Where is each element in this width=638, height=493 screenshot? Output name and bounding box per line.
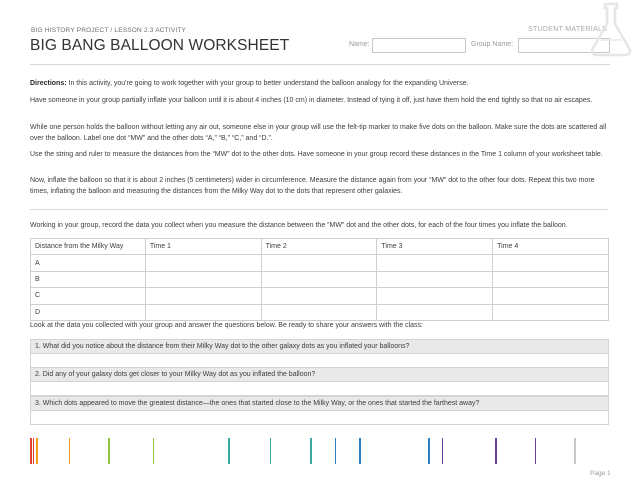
directions-text: In this activity, you're going to work together with your group to better understand the balloon analogy for the expanding Universe. xyxy=(66,80,469,87)
table-cell[interactable] xyxy=(493,271,609,287)
flask-icon xyxy=(585,2,637,58)
table-cell[interactable] xyxy=(145,271,261,287)
distance-table xyxy=(30,238,609,321)
question-2 xyxy=(30,367,609,396)
question-1 xyxy=(30,339,609,368)
instruction-step-2: While one person holds the balloon without letting any air out, someone else in your group will use the felt-tip marker to make five dots on the balloon. Make sure the dots are scattered all over the balloon. Label one dot “MW” and the other dots “A,” “B,” “C,” and “D.”. xyxy=(30,124,607,142)
table-cell[interactable] xyxy=(261,271,377,287)
row-label-b: B xyxy=(31,271,146,287)
table-cell[interactable] xyxy=(261,304,377,320)
color-bar xyxy=(428,438,430,464)
color-bar xyxy=(359,438,361,464)
header-divider xyxy=(30,64,610,65)
table-row xyxy=(31,304,609,320)
color-bar xyxy=(310,438,312,464)
color-bar xyxy=(270,438,271,464)
table-cell[interactable] xyxy=(493,304,609,320)
question-1-answer[interactable] xyxy=(30,354,609,368)
name-field[interactable] xyxy=(372,38,466,53)
worksheet-header xyxy=(0,0,638,62)
color-bar xyxy=(495,438,497,464)
table-intro: Working in your group, record the data you collect when you measure the distance between the “MW” dot and the other dots, for each of the four times you inflate the balloon. xyxy=(30,222,568,229)
question-3 xyxy=(30,396,609,425)
table-cell[interactable] xyxy=(145,304,261,320)
table-cell[interactable] xyxy=(261,255,377,271)
table-row xyxy=(31,288,609,304)
table-cell[interactable] xyxy=(377,288,493,304)
question-1-prompt: 1. What did you notice about the distance from their Milky Way dot to the other galaxy dots as you inflated your balloons? xyxy=(30,339,609,354)
color-bar xyxy=(228,438,230,464)
question-3-answer[interactable] xyxy=(30,411,609,425)
table-row xyxy=(31,271,609,287)
col-header-time-1: Time 1 xyxy=(145,239,261,255)
color-bar xyxy=(535,438,536,464)
table-cell[interactable] xyxy=(493,288,609,304)
row-label-c: C xyxy=(31,288,146,304)
page-title: BIG BANG BALLOON WORKSHEET xyxy=(30,37,290,54)
table-cell[interactable] xyxy=(261,288,377,304)
row-label-a: A xyxy=(31,255,146,271)
color-bar xyxy=(108,438,110,464)
color-bar xyxy=(30,438,32,464)
decorative-color-bars xyxy=(0,438,638,466)
question-2-answer[interactable] xyxy=(30,382,609,396)
col-header-distance: Distance from the Milky Way xyxy=(31,239,146,255)
color-bar xyxy=(153,438,154,464)
instruction-step-1: Have someone in your group partially inflate your balloon until it is about 4 inches (10 cm) in diameter. Instead of tying it off, just have them hold the end tightly so that no air escapes. xyxy=(30,97,593,104)
student-materials-badge: STUDENT MATERIALS xyxy=(528,26,608,33)
col-header-time-2: Time 2 xyxy=(261,239,377,255)
col-header-time-3: Time 3 xyxy=(377,239,493,255)
directions-label: Directions: xyxy=(30,80,67,87)
table-cell[interactable] xyxy=(493,255,609,271)
table-header-row xyxy=(31,239,609,255)
question-2-prompt: 2. Did any of your galaxy dots get closer to your Milky Way dot as you inflated the balloon? xyxy=(30,367,609,382)
col-header-time-4: Time 4 xyxy=(493,239,609,255)
name-label: Name: xyxy=(349,41,370,48)
question-3-prompt: 3. Which dots appeared to move the greatest distance—the ones that started close to the Milky Way, or the ones that started the farthest away? xyxy=(30,396,609,411)
instruction-step-3: Use the string and ruler to measure the distances from the “MW” dot to the other dots. Have someone in your group record these distances in the Time 1 column of your worksheet table. xyxy=(30,151,603,158)
lesson-kicker: BIG HISTORY PROJECT / LESSON 2.3 ACTIVITY xyxy=(31,27,187,34)
instruction-step-4: Now, inflate the balloon so that it is about 2 inches (5 centimeters) wider in circumference. Measure the distance again from your “MW” dot to the other four dots. Repeat this two more times, inflating the balloon and measuring the distances from the Milky Way dot to the dots that represent other galaxies. xyxy=(30,177,595,195)
table-cell[interactable] xyxy=(377,255,493,271)
color-bar xyxy=(33,438,34,464)
questions-intro: Look at the data you collected with your group and answer the questions below. Be ready to share your answers with the class: xyxy=(30,322,424,329)
table-row xyxy=(31,255,609,271)
row-label-d: D xyxy=(31,304,146,320)
table-cell[interactable] xyxy=(145,255,261,271)
color-bar xyxy=(574,438,576,464)
page-number: Page 1 xyxy=(590,470,611,477)
table-cell[interactable] xyxy=(377,304,493,320)
table-cell[interactable] xyxy=(377,271,493,287)
color-bar xyxy=(335,438,336,464)
color-bar xyxy=(36,438,38,464)
group-name-label: Group Name: xyxy=(471,41,514,48)
table-cell[interactable] xyxy=(145,288,261,304)
color-bar xyxy=(442,438,443,464)
color-bar xyxy=(69,438,70,464)
directions-paragraph xyxy=(30,79,608,90)
section-divider xyxy=(30,209,608,210)
